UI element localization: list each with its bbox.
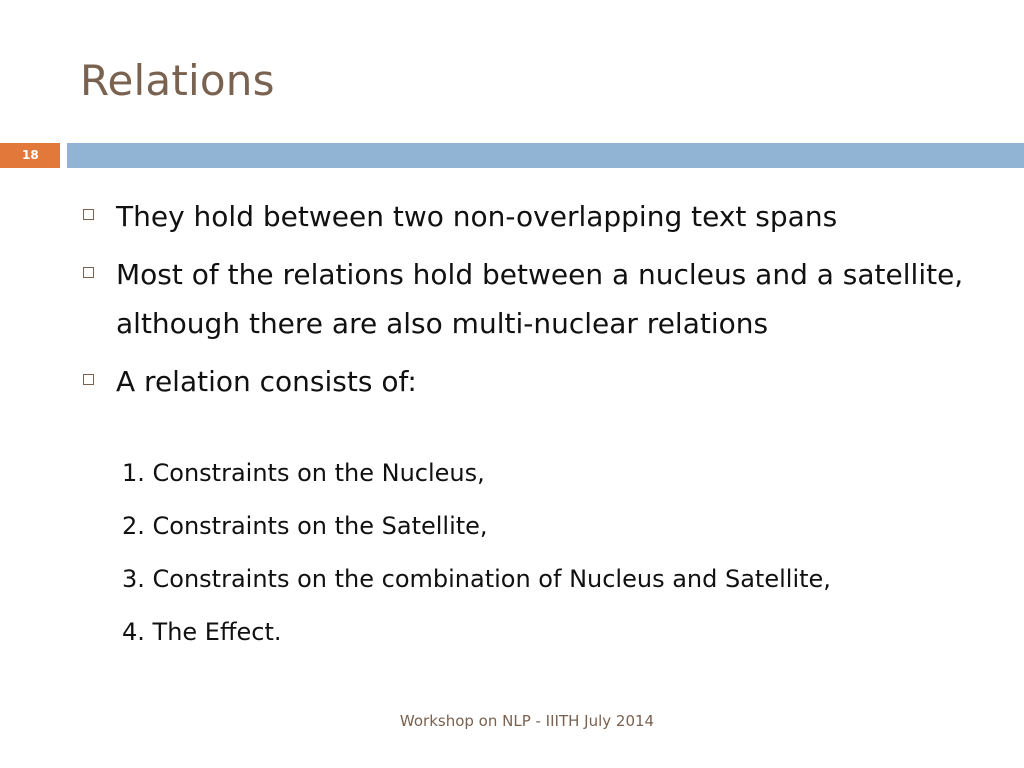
numbered-item: 1. Constraints on the Nucleus, — [122, 459, 485, 487]
bullet-list — [0, 192, 1024, 415]
bullet-text: They hold between two non-overlapping text spans — [116, 200, 838, 233]
hollow-square-icon — [83, 267, 94, 278]
numbered-item: 4. The Effect. — [122, 618, 282, 646]
numbered-list — [122, 460, 1002, 672]
bullet-item — [116, 250, 976, 348]
bullet-item — [116, 192, 976, 241]
slide-number-badge — [0, 143, 60, 168]
bullet-text: Most of the relations hold between a nucleus and a satellite, although there are also multi-nuclear relations — [116, 258, 964, 340]
slide-title: Relations — [80, 56, 275, 105]
numbered-item: 3. Constraints on the combination of Nucleus and Satellite, — [122, 565, 831, 593]
slide-number: 18 — [22, 148, 39, 162]
slide-footer: Workshop on NLP - IIITH July 2014 — [399, 712, 655, 730]
header-divider-bar — [67, 143, 1024, 168]
hollow-square-icon — [83, 374, 94, 385]
numbered-item: 2. Constraints on the Satellite, — [122, 512, 488, 540]
hollow-square-icon — [83, 209, 94, 220]
bullet-item — [116, 357, 976, 406]
bullet-text: A relation consists of: — [116, 365, 417, 398]
